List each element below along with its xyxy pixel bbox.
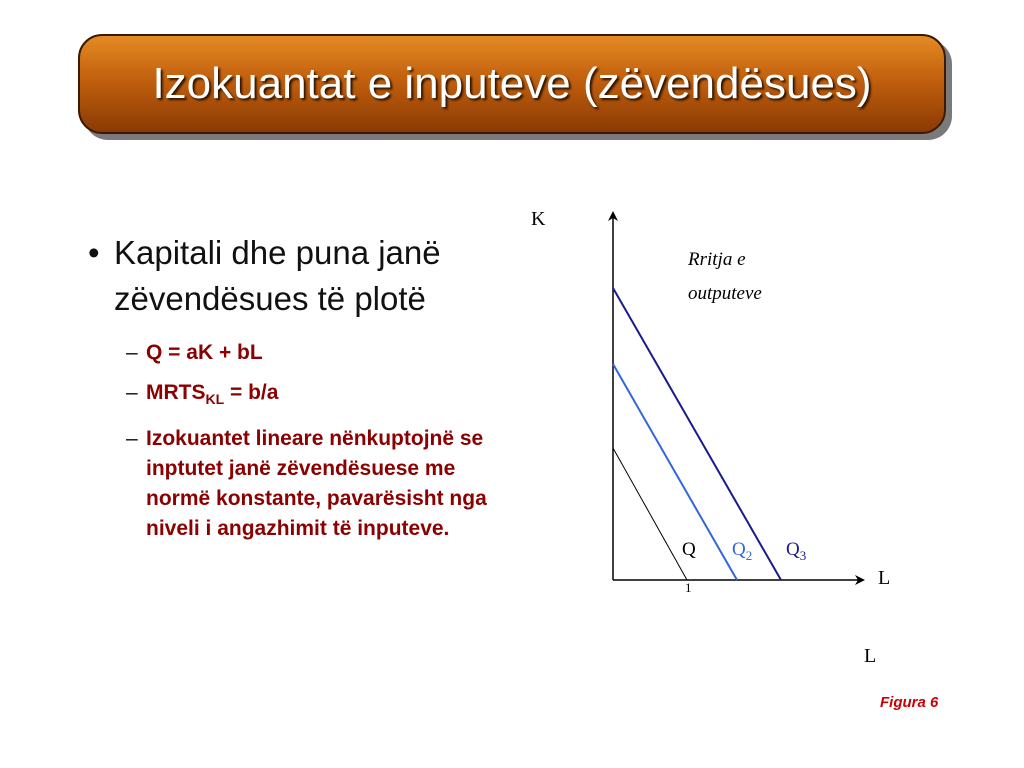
dash-icon: – xyxy=(126,381,138,404)
dash-icon: – xyxy=(126,341,138,364)
mrts-text: MRTS xyxy=(146,381,206,404)
sub-bullet-text: Izokuantet lineare nënkuptojnë se inptutet janë zëvendësuese me normë konstante, pavarësisht nga niveli i angazhimit të inputeve. xyxy=(146,427,487,541)
q2-label xyxy=(732,539,752,563)
q1-subscript: 1 xyxy=(685,580,692,595)
sub-bullet-text: Q = aK + bL xyxy=(146,341,263,364)
annotation-line-1: Rritja e xyxy=(688,249,746,270)
isoquant-q1 xyxy=(613,448,687,580)
q2-label-main: Q xyxy=(732,539,746,560)
mrts-subscript: KL xyxy=(205,391,225,408)
slide-title: Izokuantat e inputeve (zëvendësues) xyxy=(152,59,872,108)
bullet-dot-icon: • xyxy=(88,234,100,271)
q2-label-sub: 2 xyxy=(745,548,753,563)
isoquant-q3 xyxy=(613,288,781,580)
mrts-rest: = b/a xyxy=(224,381,279,404)
q3-label-main: Q xyxy=(786,539,800,560)
annotation-line-2: outputeve xyxy=(688,283,762,304)
x-axis-label-lower: L xyxy=(864,645,877,667)
main-bullet-text: Kapitali dhe puna janë zëvendësues të plotë xyxy=(114,234,441,317)
q3-label-sub: 3 xyxy=(799,548,807,563)
q3-label xyxy=(786,539,806,563)
y-axis-label: K xyxy=(531,208,546,230)
x-axis-label: L xyxy=(878,567,891,589)
dash-icon: – xyxy=(126,427,138,451)
figure-label: Figura 6 xyxy=(880,694,939,711)
q1-label xyxy=(682,539,696,560)
q1-label-main: Q xyxy=(682,539,696,560)
